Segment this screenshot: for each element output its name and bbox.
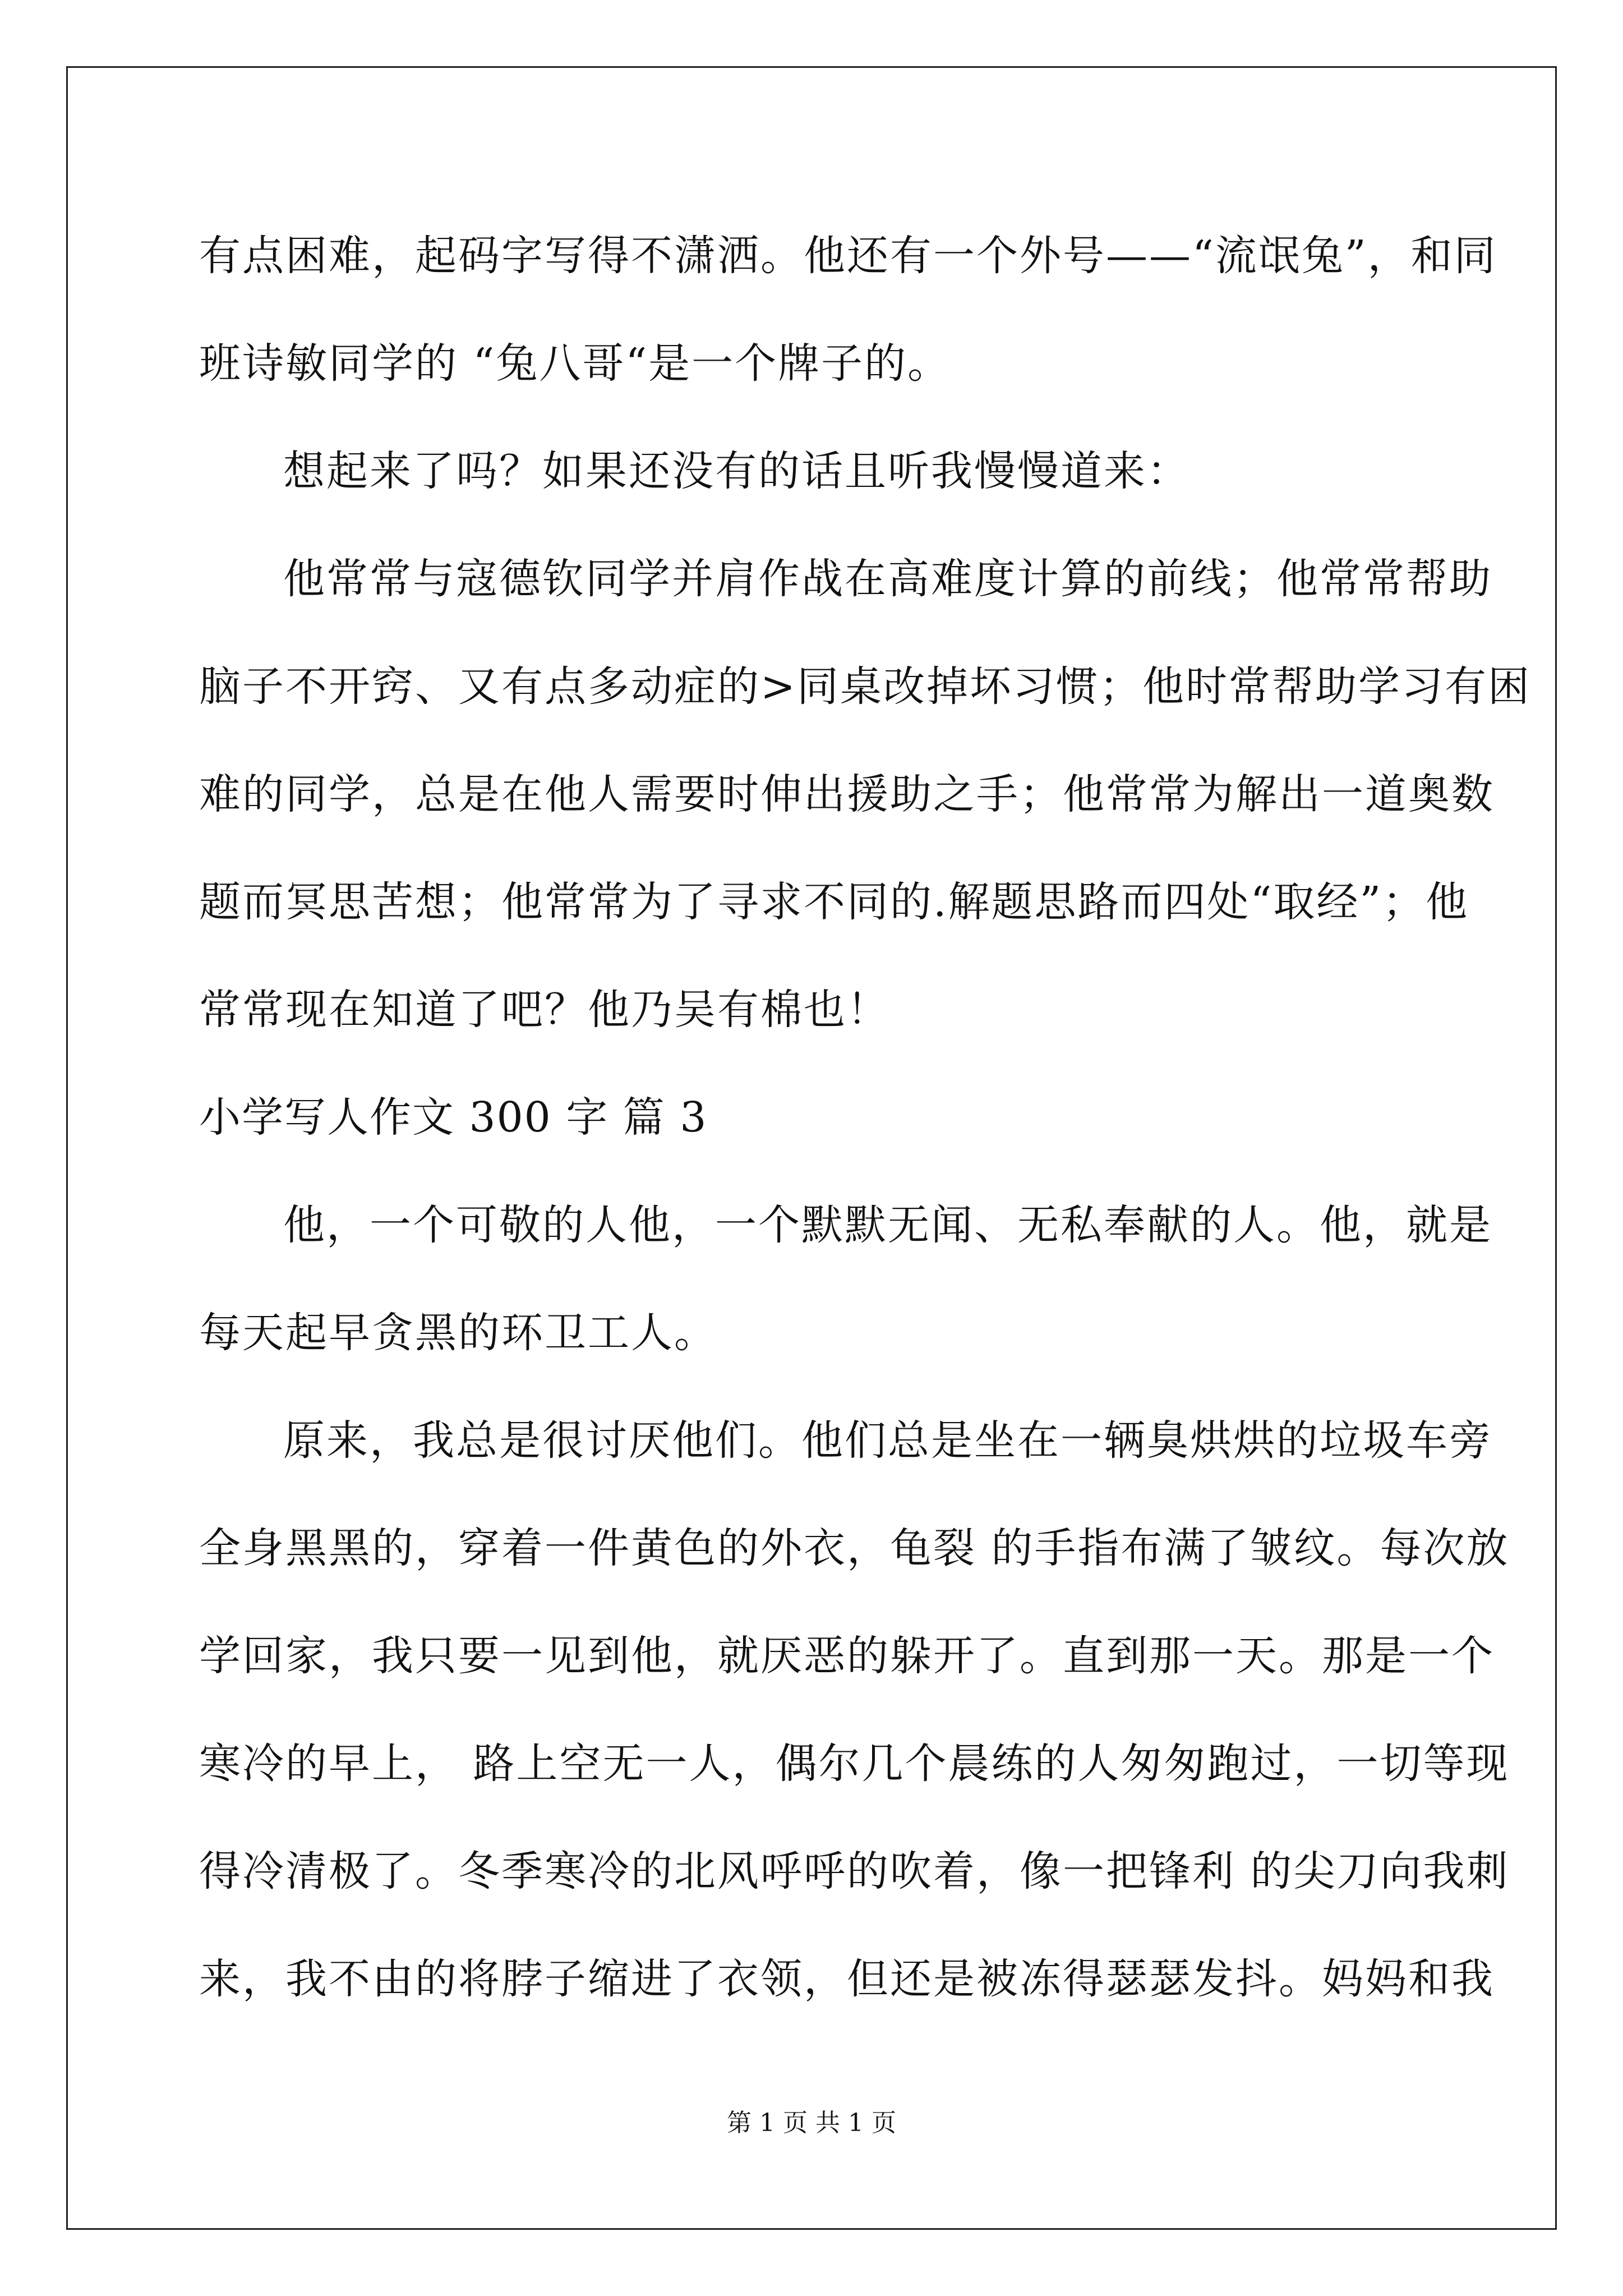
text-line: 全身黑黑的，穿着一件黄色的外衣，龟裂 的手指布满了皱纹。每次放 <box>199 1524 1510 1572</box>
text-line: 常常现在知道了吧？他乃吴有棉也！ <box>199 986 890 1034</box>
text-line: 每天起早贪黑的环卫工人。 <box>199 1309 717 1357</box>
paragraph-start: 想起来了吗？如果还没有的话且听我慢慢道来： <box>283 447 1190 495</box>
text-line: 得冷清极了。冬季寒冷的北风呼呼的吹着，像一把锋利 的尖刀向我刺 <box>199 1847 1510 1895</box>
text-line: 脑子不开窍、又有点多动症的>同桌改掉坏习惯；他时常帮助学习有困 <box>199 662 1532 711</box>
section-heading: 小学写人作文 300 字 篇 3 <box>199 1093 708 1142</box>
text-line: 学回家，我只要一见到他，就厌恶的躲开了。直到那一天。那是一个 <box>199 1632 1495 1680</box>
text-line: 来，我不由的将脖子缩进了衣领，但还是被冻得瑟瑟发抖。妈妈和我 <box>199 1955 1495 2003</box>
text-line: 有点困难，起码字写得不潇洒。他还有一个外号——“流氓兔”，和同 <box>199 232 1497 280</box>
text-line: 寒冷的早上， 路上空无一人，偶尔几个晨练的人匆匆跑过，一切等现 <box>199 1740 1510 1788</box>
page-footer: 第 1 页 共 1 页 <box>727 2109 896 2137</box>
paragraph-start: 他，一个可敬的人他，一个默默无闻、无私奉献的人。他，就是 <box>283 1201 1492 1249</box>
paragraph-start: 原来，我总是很讨厌他们。他们总是坐在一辆臭烘烘的垃圾车旁 <box>283 1416 1492 1465</box>
document-body <box>199 202 1532 2033</box>
paragraph-start: 他常常与寇德钦同学并肩作战在高难度计算的前线；他常常帮助 <box>283 555 1492 603</box>
text-line: 班诗敏同学的 “兔八哥“是一个牌子的。 <box>199 339 951 388</box>
text-line: 难的同学，总是在他人需要时伸出援助之手；他常常为解出一道奥数 <box>199 770 1495 818</box>
text-line: 题而冥思苦想；他常常为了寻求不同的.解题思路而四处“取经”；他 <box>199 878 1469 926</box>
